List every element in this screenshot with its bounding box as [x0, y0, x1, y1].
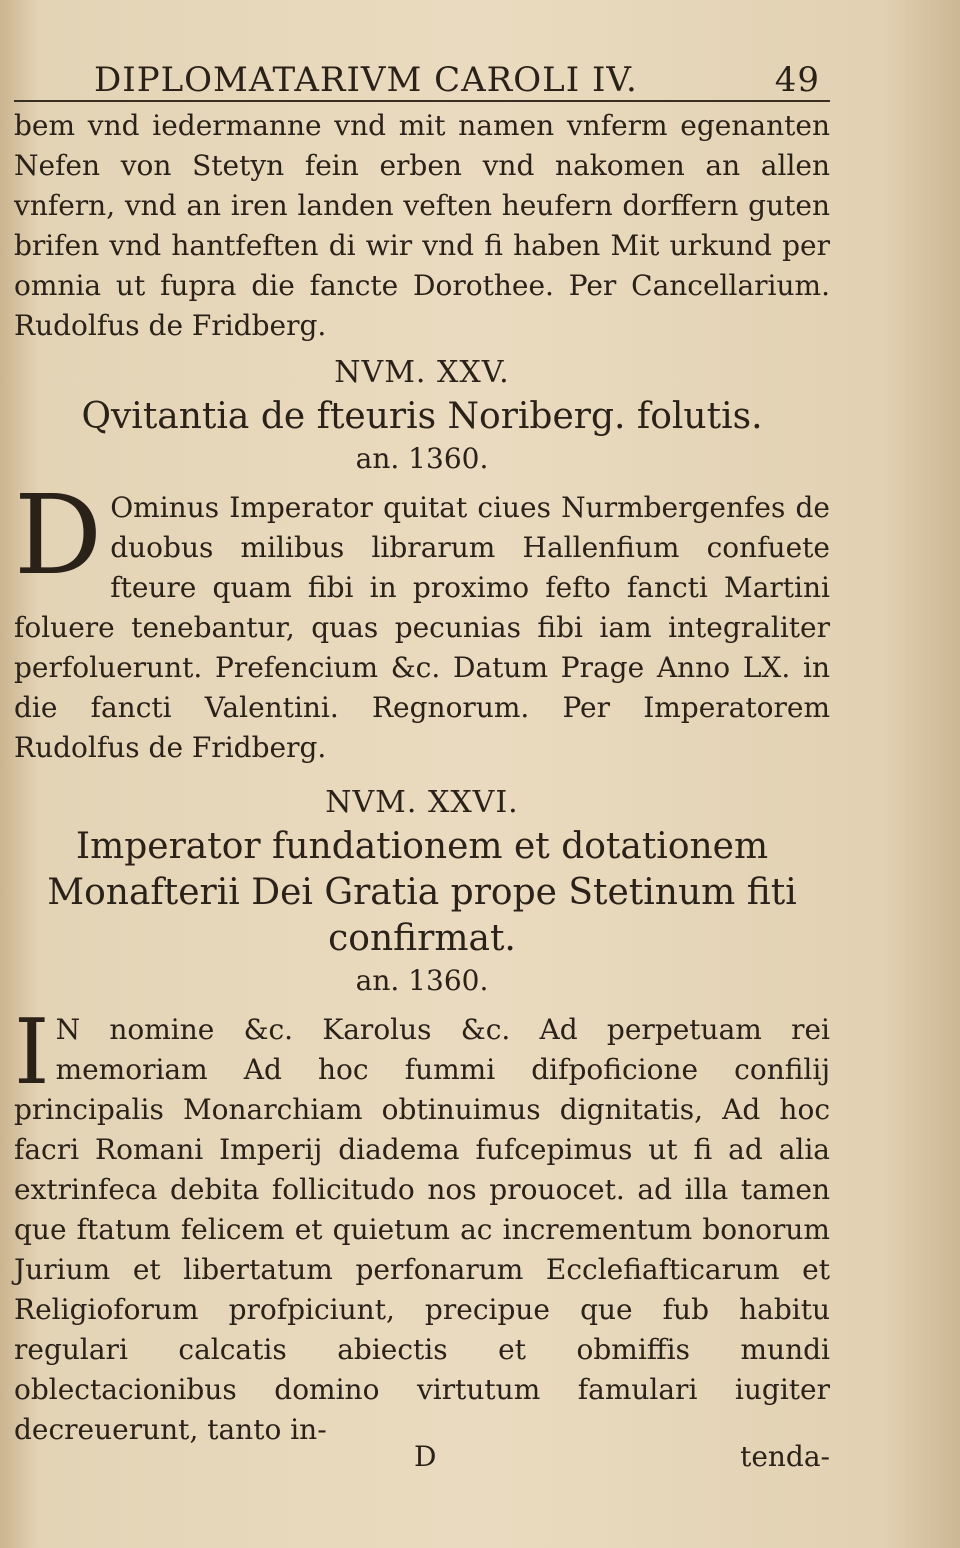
running-title: DIPLOMATARIVM CAROLI IV. — [94, 60, 638, 100]
section-title: Qvitantia de fteuris Noriberg. folutis. — [81, 396, 763, 437]
catchword: tenda- — [740, 1440, 830, 1473]
paragraph-text: N nomine &c. Karolus &c. Ad perpetuam rei memoriam Ad hoc fummi difpoficione confilij principalis Monarchiam obtinuimus dignitatis, Ad hoc facri Romani Imperij diadema fufcepimus ut fi ad alia extrinfeca debita follicitudo nos prouocet. ad illa tamen que ftatum felicem et quietum ac incrementum bonorum Jurium et libertatum perfonarum Ecclefiafticarum et Religioforum profpiciunt, precipue que fub habitu regulari calcatis abiectis et obmiffis mundi oblectacionibus domino virtutum famulari iugiter decreuerunt, tanto in- — [14, 1013, 830, 1446]
intro-paragraph: bem vnd iedermanne vnd mit namen vnferm egenanten Nefen von Stetyn fein erben vnd nakomen an allen vnfern, vnd an iren landen veften heufern dorffern guten brifen vnd hantfeften di wir vnd fi haben Mit urkund per omnia ut fupra die fancte Dorothee. Per Cancellarium. Rudolfus de Fridberg. — [14, 109, 830, 342]
section-number: NVM. XXV. — [334, 355, 510, 390]
section-number: NVM. XXVI. — [325, 785, 519, 820]
page-number: 49 — [774, 60, 820, 100]
section-paragraph — [14, 1000, 830, 1450]
section-year: an. 1360. — [355, 964, 489, 997]
running-header — [14, 40, 830, 102]
page-footer — [14, 1440, 830, 1473]
paragraph-text: Ominus Imperator quitat ciues Nurmbergenfes de duobus milibus librarum Hallenfium confuete fteure quam fibi in proximo fefto fancti Martini foluere tenebantur, quas pecunias fibi iam integraliter perfoluerunt. Prefencium &c. Datum Prage Anno LX. in die fancti Valentini. Regnorum. Per Imperatorem Rudolfus de Fridberg. — [14, 491, 830, 764]
drop-cap: D — [14, 471, 103, 599]
signature-mark: D — [414, 1440, 437, 1473]
section-paragraph — [14, 471, 830, 768]
section-year: an. 1360. — [355, 442, 489, 475]
section-title: Imperator fundationem et dotationem Monafterii Dei Gratia prope Stetinum fiti confirmat. — [47, 826, 797, 959]
drop-cap: I — [14, 1000, 50, 1105]
